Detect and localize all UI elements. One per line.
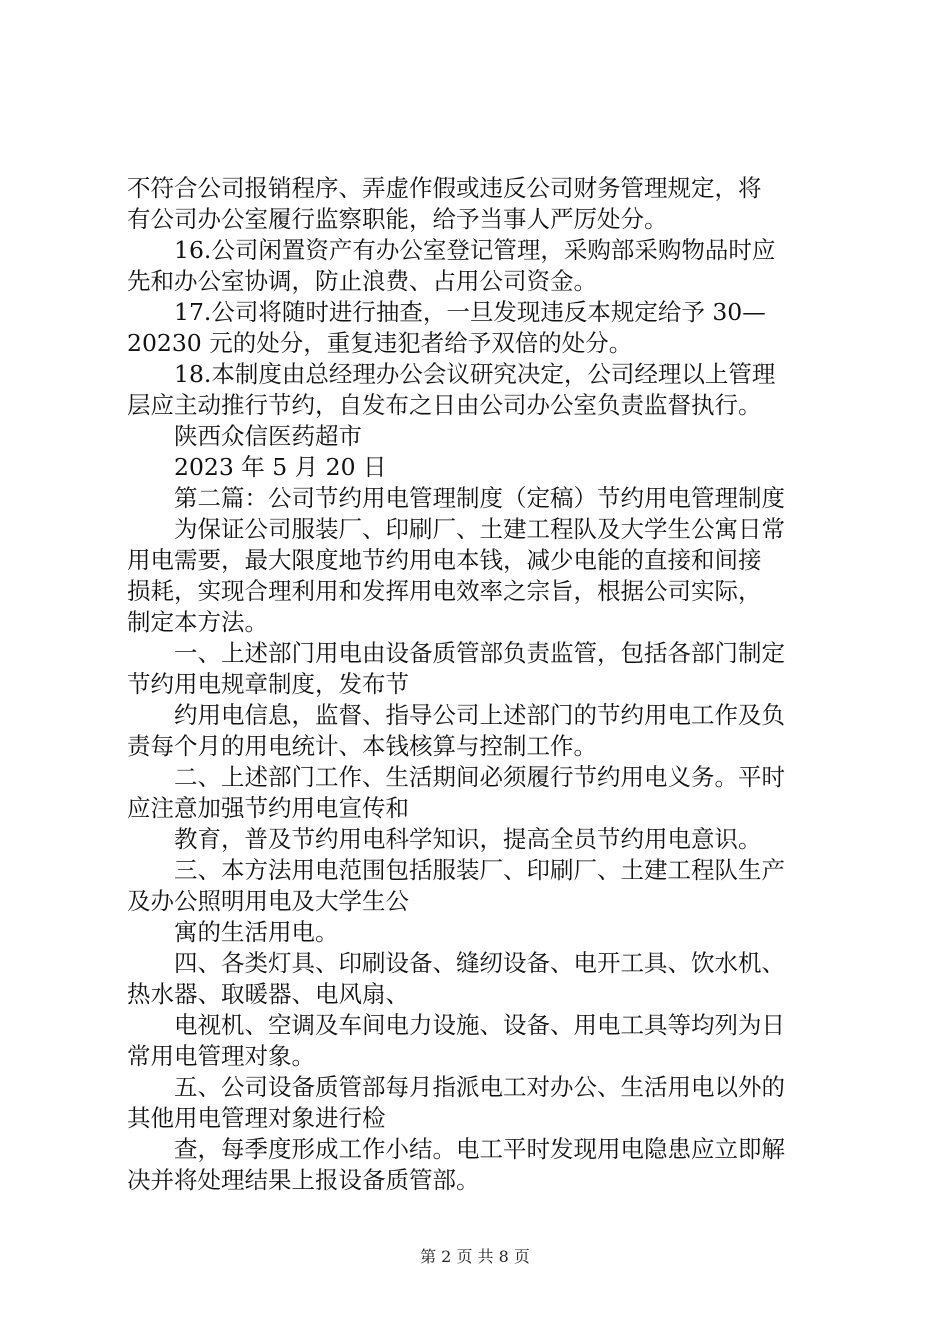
- text-line: 损耗，实现合理利用和发挥用电效率之宗旨，根据公司实际，: [127, 577, 762, 605]
- text-line: 节约用电规章制度，发布节: [127, 670, 409, 698]
- text-line: 用电需要，最大限度地节约用电本钱，减少电能的直接和间接: [127, 546, 762, 574]
- text-line: 三、本方法用电范围包括服装厂、印刷厂、土建工程队生产: [174, 856, 785, 884]
- page-number-footer: 第 2 页 共 8 页: [420, 1247, 530, 1266]
- text-line: 其他用电管理对象进行检: [127, 1104, 386, 1132]
- text-line: 有公司办公室履行监察职能，给予当事人严厉处分。: [127, 205, 668, 233]
- text-line: 责每个月的用电统计、本钱核算与控制工作。: [127, 732, 597, 760]
- text-line: 制定本方法。: [127, 608, 268, 636]
- text-line: 热水器、取暖器、电风扇、: [127, 980, 409, 1008]
- text-line: 为保证公司服装厂、印刷厂、土建工程队及大学生公寓日常: [174, 515, 785, 543]
- text-line: 层应主动推行节约，自发布之日由公司办公室负责监督执行。: [127, 391, 762, 419]
- text-line: 查，每季度形成工作小结。电工平时发现用电隐患应立即解: [174, 1135, 785, 1163]
- text-line: 及办公照明用电及大学生公: [127, 887, 409, 915]
- section-heading: 第二篇：公司节约用电管理制度（定稿）节约用电管理制度: [174, 484, 785, 512]
- text-line: 教育，普及节约用电科学知识，提高全员节约用电意识。: [174, 825, 762, 853]
- text-line: 16.公司闲置资产有办公室登记管理，采购部采购物品时应: [174, 236, 776, 264]
- text-line: 一、上述部门用电由设备质管部负责监管，包括各部门制定: [174, 639, 785, 667]
- text-line: 应注意加强节约用电宣传和: [127, 794, 409, 822]
- text-line: 约用电信息，监督、指导公司上述部门的节约用电工作及负: [174, 701, 785, 729]
- text-line: 先和办公室协调，防止浪费、占用公司资金。: [127, 267, 597, 295]
- text-line: 不符合公司报销程序、弄虚作假或违反公司财务管理规定，将: [127, 174, 762, 202]
- text-line: 寓的生活用电。: [174, 918, 339, 946]
- signature-date: 2023 年 5 月 20 日: [174, 453, 387, 481]
- text-line: 18.本制度由总经理办公会议研究决定，公司经理以上管理: [174, 360, 776, 388]
- document-body: [127, 173, 827, 1196]
- text-line: 二、上述部门工作、生活期间必须履行节约用电义务。平时: [174, 763, 785, 791]
- text-line: 电视机、空调及车间电力设施、设备、用电工具等均列为日: [174, 1011, 785, 1039]
- text-line: 四、各类灯具、印刷设备、缝纫设备、电开工具、饮水机、: [174, 949, 785, 977]
- text-line: 五、公司设备质管部每月指派电工对办公、生活用电以外的: [174, 1073, 785, 1101]
- text-line: 常用电管理对象。: [127, 1042, 315, 1070]
- text-line: 17.公司将随时进行抽查，一旦发现违反本规定给予 30—: [174, 298, 766, 326]
- text-line: 20230 元的处分，重复违犯者给予双倍的处分。: [127, 329, 633, 357]
- signature-company: 陕西众信医药超市: [174, 422, 362, 450]
- text-line: 决并将处理结果上报设备质管部。: [127, 1166, 480, 1194]
